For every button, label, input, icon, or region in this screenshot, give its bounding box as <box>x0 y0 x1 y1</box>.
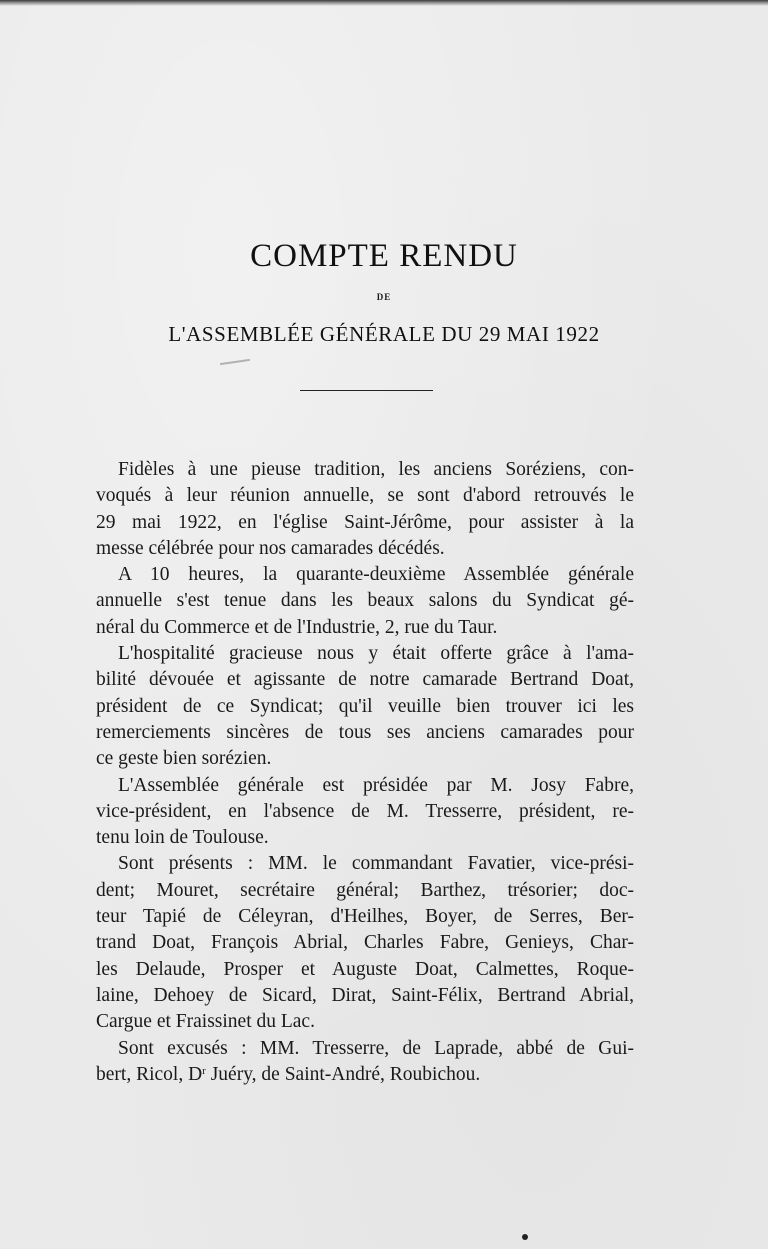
text-line: remerciements sincères de tous ses anciens camarades pour <box>96 721 634 743</box>
text-fragment: bert, Ricol, D <box>96 1063 203 1085</box>
superscript: r <box>202 1064 206 1077</box>
text-line: L'hospitalité gracieuse nous y était offerte grâce à l'ama- <box>118 643 634 665</box>
paragraph <box>96 773 634 852</box>
scan-speck <box>522 1234 528 1240</box>
text-line: laine, Dehoey de Sicard, Dirat, Saint-Félix, Bertrand Abrial, <box>96 984 634 1006</box>
text-line: vice-président, en l'absence de M. Tresserre, président, re- <box>96 800 634 822</box>
page-title: COMPTE RENDU <box>250 238 518 274</box>
paragraph <box>96 851 634 1035</box>
paragraph <box>96 1036 634 1089</box>
text-line: bilité dévouée et agissante de notre camarade Bertrand Doat, <box>96 669 634 691</box>
text-line: voqués à leur réunion annuelle, se sont d'abord retrouvés le <box>96 485 634 507</box>
text-line: président de ce Syndicat; qu'il veuille bien trouver ici les <box>96 695 634 717</box>
scan-stray-mark <box>220 359 250 365</box>
text-line: A 10 heures, la quarante-deuxième Assemblée générale <box>118 564 634 586</box>
scan-edge-shadow <box>0 0 768 6</box>
text-line: Cargue et Fraissinet du Lac. <box>96 1011 315 1033</box>
text-line: Sont excusés : MM. Tresserre, de Laprade, abbé de Gui- <box>118 1037 634 1059</box>
text-line: ce geste bien sorézien. <box>96 748 272 770</box>
text-line: L'Assemblée générale est présidée par M. Josy Fabre, <box>118 774 634 796</box>
body-text <box>96 457 634 1088</box>
paragraph <box>96 457 634 562</box>
text-fragment: Juéry, de Saint-André, Roubichou. <box>205 1063 481 1085</box>
paragraph <box>96 562 634 641</box>
text-line: néral du Commerce et de l'Industrie, 2, rue du Taur. <box>96 616 498 638</box>
text-line: tenu loin de Toulouse. <box>96 827 269 849</box>
page-subtitle: L'ASSEMBLÉE GÉNÉRALE DU 29 MAI 1922 <box>168 322 600 346</box>
text-line: les Delaude, Prosper et Auguste Doat, Calmettes, Roque- <box>96 958 634 980</box>
text-line: teur Tapié de Céleyran, d'Heilhes, Boyer, de Serres, Ber- <box>96 906 634 928</box>
text-line <box>96 1062 634 1088</box>
title-connector: DE <box>376 292 392 302</box>
text-line: dent; Mouret, secrétaire général; Barthez, trésorier; doc- <box>96 879 634 901</box>
text-line: messe célébrée pour nos camarades décédés. <box>96 537 445 559</box>
text-line: Sont présents : MM. le commandant Favatier, vice-prési- <box>118 853 634 875</box>
title-divider <box>300 390 433 391</box>
text-line: Fidèles à une pieuse tradition, les anciens Soréziens, con- <box>118 459 634 480</box>
text-line: trand Doat, François Abrial, Charles Fabre, Genieys, Char- <box>96 932 634 954</box>
text-line: annuelle s'est tenue dans les beaux salons du Syndicat gé- <box>96 590 634 612</box>
paragraph <box>96 641 634 772</box>
text-line: 29 mai 1922, en l'église Saint-Jérôme, pour assister à la <box>96 511 634 533</box>
